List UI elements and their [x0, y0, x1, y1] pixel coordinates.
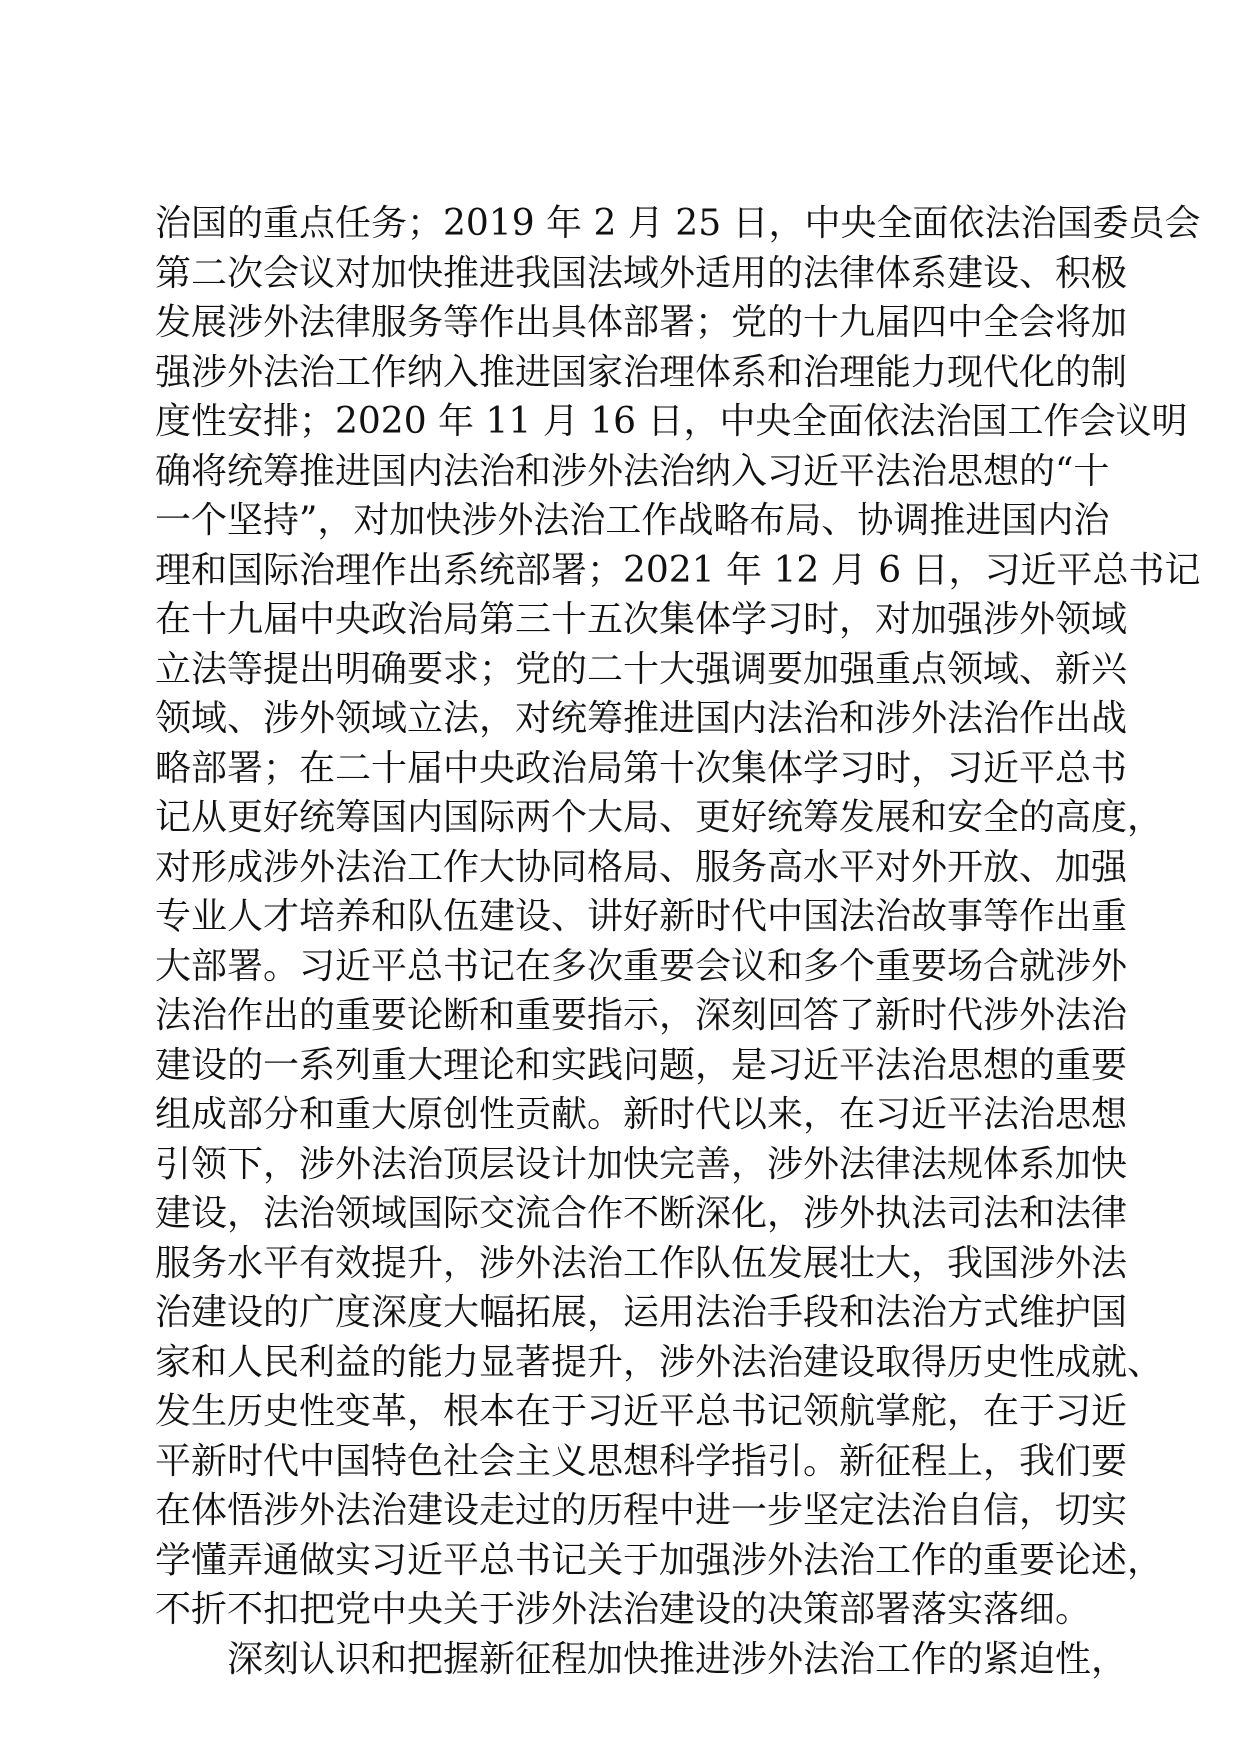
text-line: 立法等提出明确要求；党的二十大强调要加强重点领域、新兴 — [155, 648, 1128, 690]
text-line: 建设的一系列重大理论和实践问题，是习近平法治思想的重要 — [155, 1044, 1128, 1086]
text-line: 在十九届中央政治局第三十五次集体学习时，对加强涉外领域 — [155, 599, 1128, 640]
text-line: 第二次会议对加快推进我国法域外适用的法律体系建设、积极 — [155, 252, 1128, 294]
text-line: 记从更好统筹国内国际两个大局、更好统筹发展和安全的高度， — [155, 797, 1164, 838]
text-line: 发展涉外法律服务等作出具体部署；党的十九届四中全会将加 — [155, 302, 1128, 343]
text-line: 大部署。习近平总书记在多次重要会议和多个重要场合就涉外 — [155, 945, 1128, 987]
text-line: 治国的重点任务；2019 年 2 月 25 日，中央全面依法治国委员会 — [155, 203, 1201, 244]
text-line: 法治作出的重要论断和重要指示，深刻回答了新时代涉外法治 — [155, 995, 1128, 1036]
text-line: 服务水平有效提升，涉外法治工作队伍发展壮大，我国涉外法 — [155, 1242, 1128, 1284]
text-line: 专业人才培养和队伍建设、讲好新时代中国法治故事等作出重 — [155, 896, 1128, 937]
text-line: 在体悟涉外法治建设走过的历程中进一步坚定法治自信，切实 — [155, 1490, 1128, 1531]
paragraph-start-line: 深刻认识和把握新征程加快推进涉外法治工作的紧迫性， — [227, 1638, 1128, 1680]
text-line: 理和国际治理作出系统部署；2021 年 12 月 6 日，习近平总书记 — [155, 549, 1201, 591]
text-line: 组成部分和重大原创性贡献。新时代以来，在习近平法治思想 — [155, 1094, 1128, 1135]
text-line: 强涉外法治工作纳入推进国家治理体系和治理能力现代化的制 — [155, 351, 1128, 393]
text-line: 一个坚持”，对加快涉外法治工作战略布局、协调推进国内治 — [155, 500, 1110, 541]
text-line: 家和人民利益的能力显著提升，涉外法治建设取得历史性成就、 — [155, 1341, 1164, 1383]
body-text — [155, 199, 1201, 1684]
text-line: 确将统筹推进国内法治和涉外法治纳入习近平法治思想的“十 — [155, 450, 1110, 492]
text-line: 发生历史性变革，根本在于习近平总书记领航掌舵，在于习近 — [155, 1391, 1128, 1432]
text-line: 对形成涉外法治工作大协同格局、服务高水平对外开放、加强 — [155, 846, 1128, 888]
text-line: 建设，法治领域国际交流合作不断深化，涉外执法司法和法律 — [155, 1193, 1128, 1234]
text-line: 治建设的广度深度大幅拓展，运用法治手段和法治方式维护国 — [155, 1292, 1128, 1333]
paragraph-end-line: 不折不扣把党中央关于涉外法治建设的决策部署落实落细。 — [155, 1589, 1092, 1630]
text-line: 略部署；在二十届中央政治局第十次集体学习时，习近平总书 — [155, 747, 1128, 789]
text-line: 领域、涉外领域立法，对统筹推进国内法治和涉外法治作出战 — [155, 698, 1128, 739]
text-line: 度性安排；2020 年 11 月 16 日，中央全面依法治国工作会议明 — [155, 401, 1188, 442]
text-line: 引领下，涉外法治顶层设计加快完善，涉外法律法规体系加快 — [155, 1143, 1128, 1185]
text-line: 平新时代中国特色社会主义思想科学指引。新征程上，我们要 — [155, 1440, 1128, 1482]
text-line: 学懂弄通做实习近平总书记关于加强涉外法治工作的重要论述， — [155, 1539, 1164, 1581]
